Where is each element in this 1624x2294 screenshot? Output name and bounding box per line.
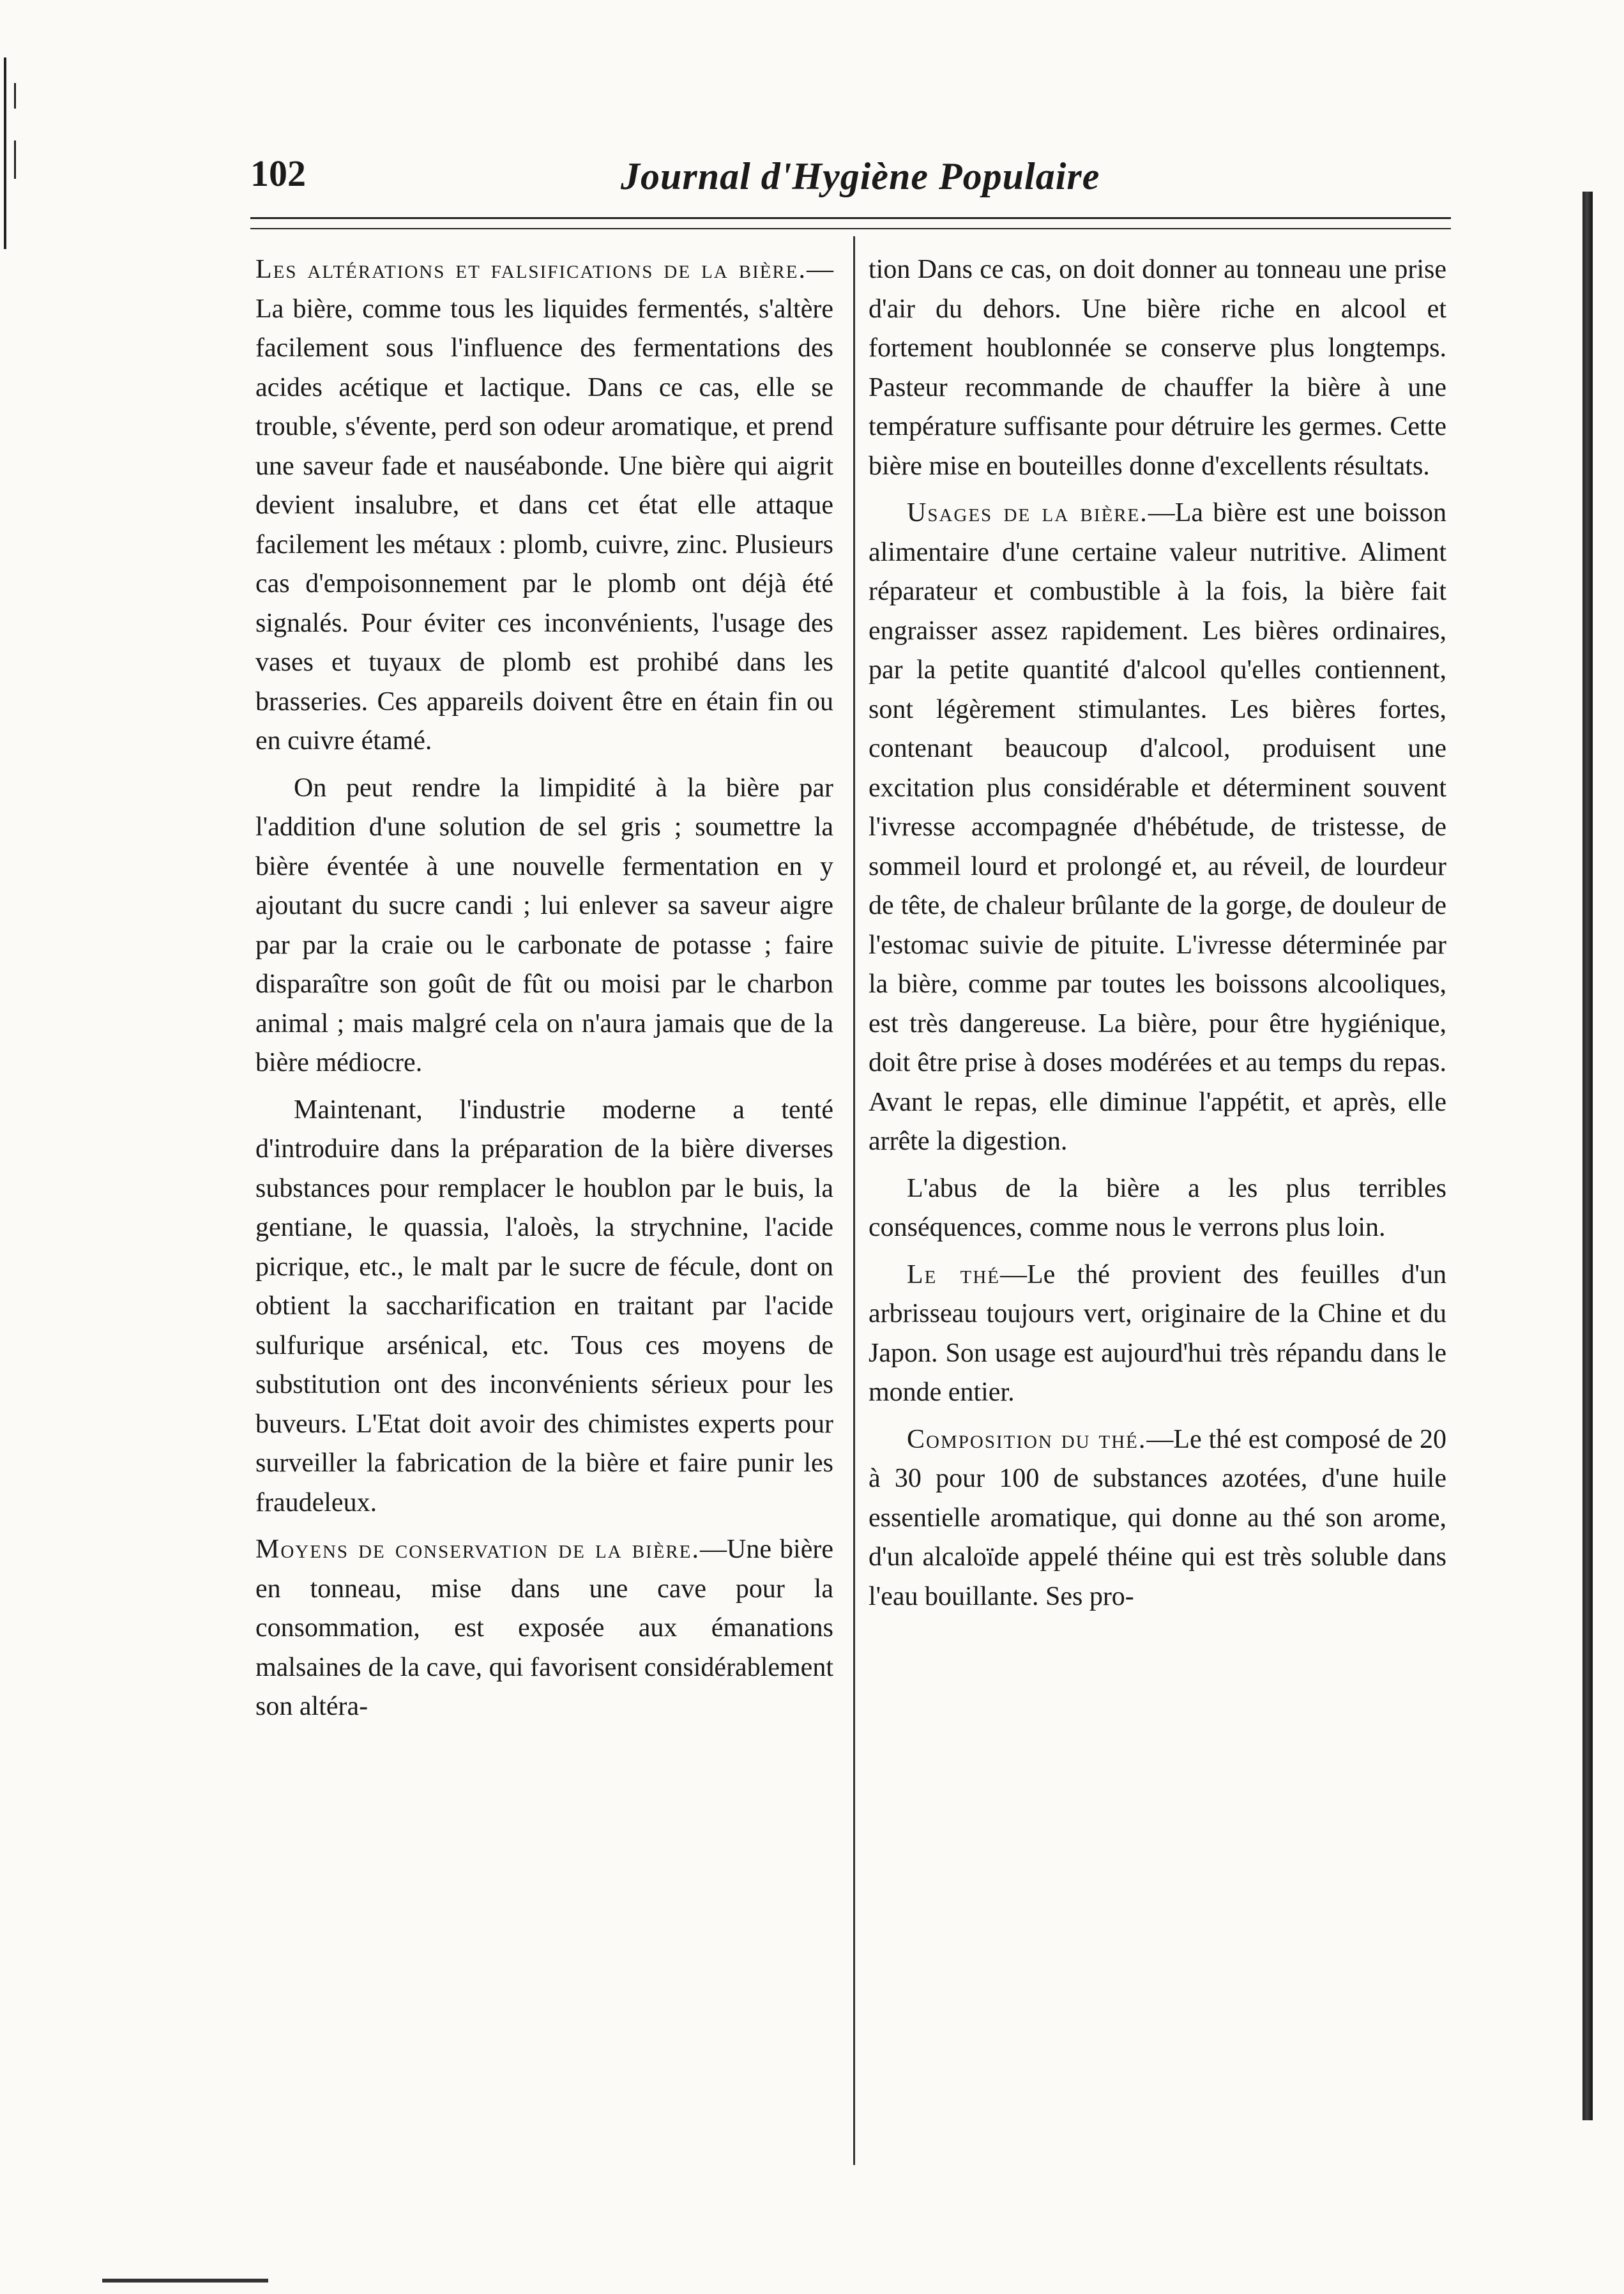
column-divider xyxy=(853,236,855,2165)
section-heading: Les altérations et falsifications de la bière. xyxy=(255,255,807,284)
paragraph xyxy=(869,494,1446,1162)
paragraph-text: —La bière est une boisson alimentaire d'une certaine valeur nutritive. Aliment réparateur et combustible à la fois, la bière fait engraisser assez rapidement. Les bières ordinaires, par la petite quantité d'alcool qu'elles contiennent, sont légèrement stimulantes. Les bières fortes, contenant beaucoup d'alcool, produisent une excitation plus considérable et déterminent souvent l'ivresse accompagnée d'hébétude, de tristesse, de sommeil lourd et prolongé et, au réveil, de lourdeur de tête, de chaleur brûlante de la gorge, de douleur de l'estomac suivie de pituite. L'ivresse déterminée par la bière, comme par toutes les boissons alcooliques, est très dangereuse. La bière, pour être hygiénique, doit être prise à doses modérées et au temps du repas. Avant le repas, elle diminue l'appétit, et après, elle arrête la digestion. xyxy=(869,498,1447,1156)
section-heading: Usages de la bière. xyxy=(907,498,1148,528)
paragraph-text: —Le thé provient des feuilles d'un arbrisseau toujours vert, originaire de la Chine et du Japon. Son usage est aujourd'hui très répandu dans le monde entier. xyxy=(869,1259,1446,1407)
scan-bottom-mark xyxy=(102,2279,268,2283)
paragraph-text: —La bière, comme tous les liquides fermentés, s'altère facilement sous l'influence des fermentations des acides acétique et lactique. Dans ce cas, elle se trouble, s'évente, perd son odeur aromatique, et prend une saveur fade et nauséabonde. Une bière qui aigrit devient insalubre, et dans cet état elle attaque facilement les métaux : plomb, cuivre, zinc. Plusieurs cas d'empoisonnement par le plomb ont déjà été signalés. Pour éviter ces inconvénients, l'usage des vases et tuyaux de plomb est prohibé dans les brasseries. Ces appareils doivent être en étain fin ou en cuivre étamé. xyxy=(255,255,833,756)
paragraph xyxy=(869,1256,1446,1413)
section-heading: Composition du thé. xyxy=(907,1424,1147,1454)
right-column xyxy=(869,250,1446,1624)
running-head xyxy=(250,152,1464,203)
journal-title: Journal d'Hygiène Populaire xyxy=(621,155,1100,197)
page-number: 102 xyxy=(250,153,306,194)
paragraph: Maintenant, l'industrie moderne a tenté d'introduire dans la préparation de la bière diverses substances pour remplacer le houblon par le buis, la gentiane, le quassia, l'aloès, la strychnine, l'acide picrique, etc., le malt par le sucre de fécule, dont on obtient la saccharification en traitant par l'acide sulfurique arsénical, etc. Tous ces moyens de substitution ont des inconvénients sérieux pour les buveurs. L'Etat doit avoir des chimistes experts pour surveiller la fabrication de la bière et faire punir les fraudeleux. xyxy=(255,1095,833,1517)
paragraph xyxy=(869,1420,1446,1617)
section-heading: Moyens de conservation de la bière. xyxy=(255,1535,700,1564)
paragraph: On peut rendre la limpidité à la bière par l'addition d'une solution de sel gris ; soumettre la bière éventée à une nouvelle fermentation en y ajoutant du sucre candi ; lui enlever sa saveur aigre par par la craie ou le carbonate de potasse ; faire disparaître son goût de fût ou moisi par le charbon animal ; mais malgré cela on n'aura jamais que de la bière médiocre. xyxy=(255,773,833,1077)
scan-edge-bar xyxy=(1582,192,1593,2120)
paragraph: tion Dans ce cas, on doit donner au tonneau une prise d'air du dehors. Une bière riche en alcool et fortement houblonnée se conserve plus longtemps. Pasteur recommande de chauffer la bière à une température suffisante pour détruire les germes. Cette bière mise en bouteilles donne d'excellents résultats. xyxy=(869,255,1446,481)
paragraph: L'abus de la bière a les plus terribles conséquences, comme nous le verrons plus loin. xyxy=(869,1173,1446,1242)
paragraph xyxy=(255,250,833,761)
paragraph-text: —Une bière en tonneau, mise dans une cave pour la consommation, est exposée aux émanations malsaines de la cave, qui favorisent considérablement son altéra- xyxy=(255,1535,833,1721)
paragraph xyxy=(255,1530,833,1727)
paragraph-text: —Le thé est composé de 20 à 30 pour 100 de substances azotées, d'une huile essentielle aromatique, qui donne au thé son arome, d'un alcaloïde appelé théine qui est très soluble dans l'eau bouillante. Ses pro- xyxy=(869,1424,1447,1611)
scan-edge-marks xyxy=(0,57,26,249)
header-rule xyxy=(250,217,1451,229)
left-column xyxy=(255,250,833,1735)
section-heading: Le thé xyxy=(907,1259,1000,1289)
